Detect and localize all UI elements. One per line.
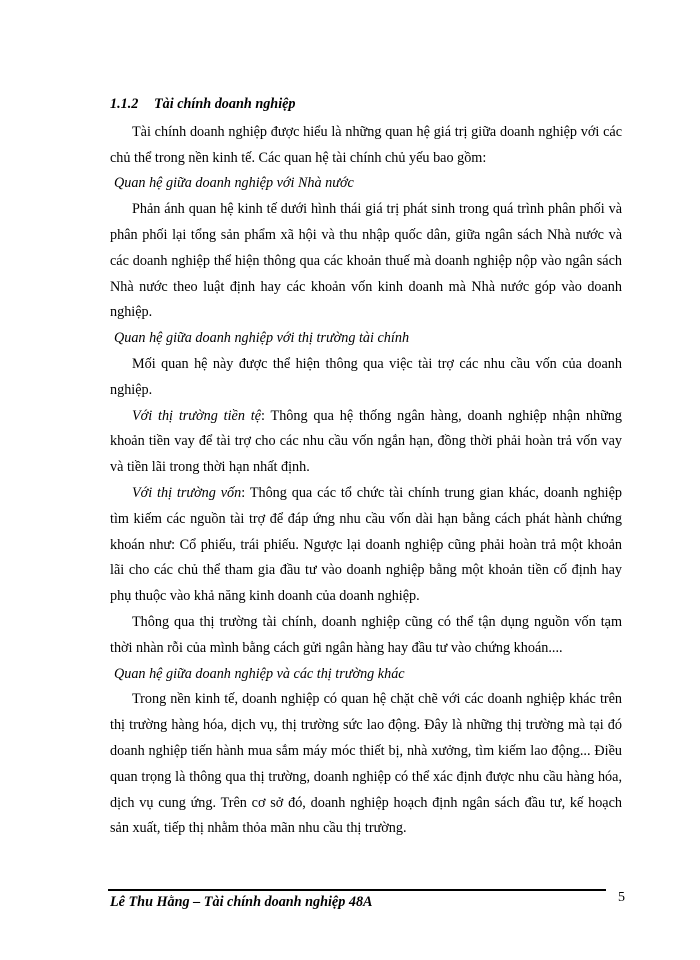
money-market-paragraph [110,404,622,481]
section-title: Tài chính doanh nghiệp [154,96,296,112]
money-market-text: : Thông qua hệ thống ngân hàng, doanh nghiệp nhận những khoản tiền vay để tài trợ cho các nhu cầu vốn ngắn hạn, đồng thời phải hoàn trả vốn vay và tiền lãi trong thời hạn nhất định. [110,407,622,476]
capital-market-label: Với thị trường vốn [132,484,242,501]
page-content [110,92,622,842]
subsection-other-markets-body: Trong nền kinh tế, doanh nghiệp có quan hệ chặt chẽ với các doanh nghiệp khác trên thị trường hàng hóa, dịch vụ, thị trường sức lao động. Đây là những thị trường mà tại đó doanh nghiệp tiến hành mua sắm máy móc thiết bị, nhà xưởng, tìm kiếm lao động... Điều quan trọng là thông qua thị trường, doanh nghiệp có thể xác định được nhu cầu hàng hóa, dịch vụ cung ứng. Trên cơ sở đó, doanh nghiệp hoạch định ngân sách đầu tư, kế hoạch sản xuất, tiếp thị nhằm thỏa mãn nhu cầu thị trường. [110,691,622,837]
capital-market-text: : Thông qua các tổ chức tài chính trung gian khác, doanh nghiệp tìm kiếm các nguồn tài trợ để đáp ứng nhu cầu vốn dài hạn bằng cách phát hành chứng khoán như: Cổ phiếu, trái phiếu. Ngược lại doanh nghiệp cũng phải hoàn trả một khoản lãi cho các chủ thể tham gia đầu tư vào doanh nghiệp bằng một khoản tiền cố định hay phụ thuộc vào khả năng kinh doanh của doanh nghiệp. [110,484,622,605]
intro-paragraph: Tài chính doanh nghiệp được hiểu là những quan hệ giá trị giữa doanh nghiệp với các chủ thể trong nền kinh tế. Các quan hệ tài chính chủ yếu bao gồm: [110,123,622,166]
section-number: 1.1.2 [110,96,139,112]
capital-market-paragraph [110,481,622,610]
subsection-state-body: Phản ánh quan hệ kinh tế dưới hình thái giá trị phát sinh trong quá trình phân phối và phân phối lại tổng sản phẩm xã hội và thu nhập quốc dân, giữa ngân sách Nhà nước và các doanh nghiệp thể hiện thông qua các khoản thuế mà doanh nghiệp nộp vào ngân sách Nhà nước theo luật định hay các khoản vốn kinh doanh mà Nhà nước góp vào doanh nghiệp. [110,201,622,321]
footer-author-line: Lê Thu Hằng – Tài chính doanh nghiệp 48A [110,894,373,910]
money-market-label: Với thị trường tiền tệ [132,407,262,424]
page-number: 5 [618,890,625,905]
financial-market-closing: Thông qua thị trường tài chính, doanh nghiệp cũng có thể tận dụng nguồn vốn tạm thời nhàn rỗi của mình bằng cách gửi ngân hàng hay đầu tư vào chứng khoán.... [110,613,622,656]
subsection-other-markets-title: Quan hệ giữa doanh nghiệp và các thị trường khác [114,665,405,682]
footer-divider [108,889,606,891]
subsection-financial-market-title: Quan hệ giữa doanh nghiệp với thị trường tài chính [114,330,410,347]
subsection-state-title: Quan hệ giữa doanh nghiệp với Nhà nước [114,175,354,192]
section-heading [110,92,622,118]
financial-market-intro: Mối quan hệ này được thể hiện thông qua việc tài trợ các nhu cầu vốn của doanh nghiệp. [110,355,622,398]
